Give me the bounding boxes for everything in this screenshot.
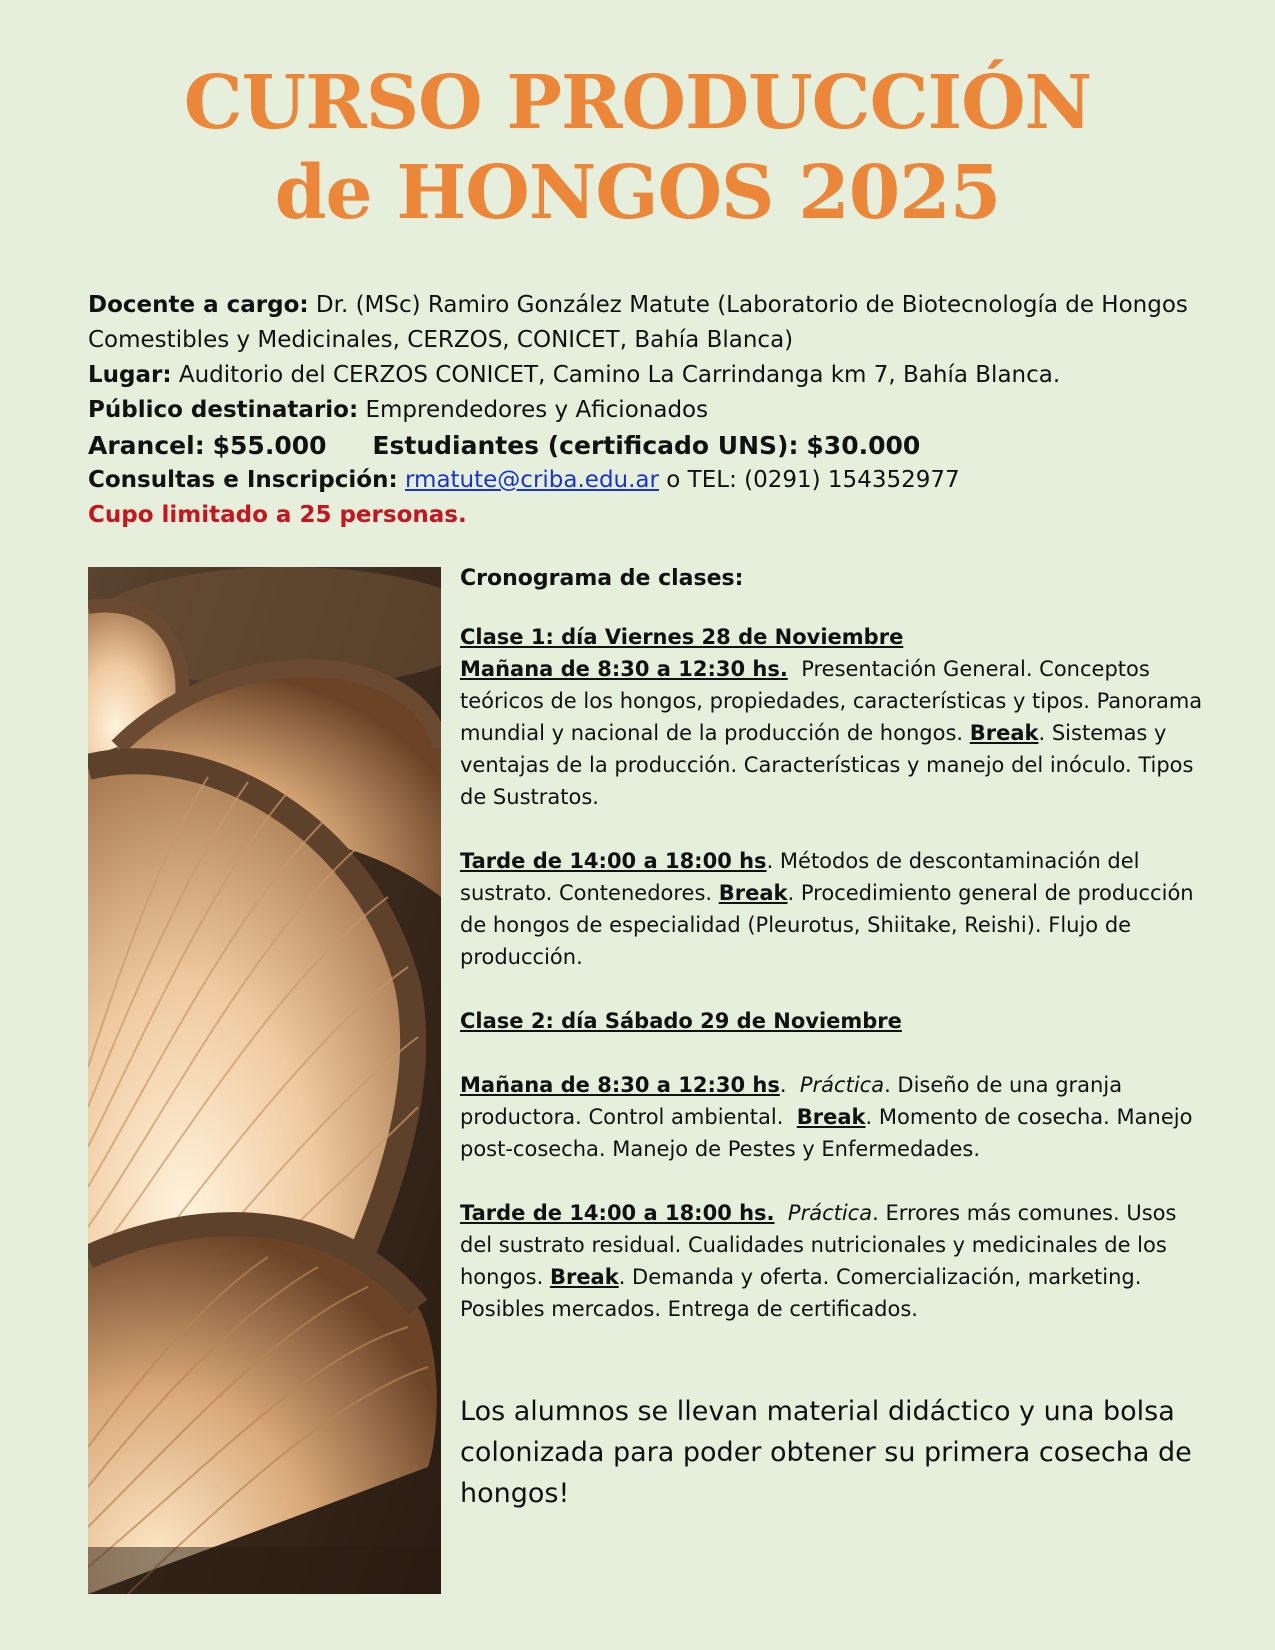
clase2-tarde-label: Tarde de 14:00 a 18:00 hs. <box>460 1201 775 1225</box>
closing-note: Los alumnos se llevan material didáctico y una bolsa colonizada para poder obtener su primera cosecha de hongos! <box>460 1396 1192 1509</box>
clase2-tarde-text-b: . Demanda y oferta. Comercialización, marketing. Posibles mercados. Entrega de certificados. <box>460 1265 1142 1321</box>
clase2-manana-text-a: . Diseño de una granja productora. Control ambiental. <box>460 1073 1123 1129</box>
clase1-title: Clase 1: día Viernes 28 de Noviembre <box>460 625 904 649</box>
publico-row <box>88 393 1198 428</box>
clase1-manana-text-b: . Sistemas y ventajas de la producción. Características y manejo del inóculo. Tipos de Sustratos. <box>460 721 1194 809</box>
mushroom-photo <box>88 567 441 1594</box>
clase1-manana-text-a: Presentación General. Conceptos teóricos de los hongos, propiedades, características y tipos. Panorama mundial y nacional de la producción de hongos. <box>460 657 1203 745</box>
clase1-tarde-text-a: . Métodos de descontaminación del sustrato. Contenedores. <box>460 849 1140 905</box>
arancel-label: Arancel: <box>88 431 205 460</box>
consultas-label: Consultas e Inscripción: <box>88 467 398 493</box>
title-line-1: CURSO PRODUCCIÓN <box>183 60 1092 146</box>
clase2-manana-text-b: . Momento de cosecha. Manejo post-cosecha. Manejo de Pestes y Enfermedades. <box>460 1105 1193 1161</box>
clase1-manana <box>460 653 1215 813</box>
lugar-row <box>88 358 1198 393</box>
clase1-tarde <box>460 845 1215 973</box>
clase2-tarde-break: Break <box>549 1265 619 1289</box>
email-link[interactable]: rmatute@criba.edu.ar <box>404 467 659 493</box>
estudiantes-value: $30.000 <box>806 431 921 460</box>
lugar-label: Lugar: <box>88 362 172 388</box>
clase2-manana: Mañana de 8:30 a 12:30 hs. Práctica. Diseño de una granja productora. Control ambiental. Break. Momento de cosecha. Manejo post-cosecha. Manejo de Pestes y Enfermedades. <box>460 1073 1193 1161</box>
title-line-2: de HONGOS 2025 <box>274 150 1001 236</box>
clase1-tarde-label: Tarde de 14:00 a 18:00 hs <box>460 849 767 873</box>
docente-row-cont <box>88 323 1198 358</box>
arancel-value: $55.000 <box>212 431 327 460</box>
clase1-tarde-text-b: . Procedimiento general de producción de hongos de especialidad (Pleurotus, Shiitake, Reishi). Flujo de producción. <box>460 881 1194 969</box>
clase1-tarde-break: Break <box>718 881 788 905</box>
schedule-heading: Cronograma de clases: <box>460 566 744 591</box>
clase1-manana-label: Mañana de 8:30 a 12:30 hs. <box>460 657 788 681</box>
docente-value-line1: Dr. (MSc) Ramiro González Matute (Laboratorio de Biotecnología de Hongos <box>315 292 1188 318</box>
clase2-manana-italic: Práctica <box>799 1073 885 1097</box>
clase2-tarde <box>460 1197 1215 1325</box>
clase2-manana-label: Mañana de 8:30 a 12:30 hs <box>460 1073 780 1097</box>
estudiantes-label: Estudiantes (certificado UNS): <box>372 431 799 460</box>
clase2-tarde-italic: Práctica <box>787 1201 873 1225</box>
consultas-row <box>88 463 1198 498</box>
publico-label: Público destinatario: <box>88 397 359 423</box>
clase2-manana-break: Break <box>796 1105 866 1129</box>
docente-row <box>88 288 1198 323</box>
docente-value-line2: Comestibles y Medicinales, CERZOS, CONICET, Bahía Blanca) <box>88 327 794 353</box>
tel-text: o TEL: (0291) 154352977 <box>666 467 960 493</box>
publico-value: Emprendedores y Aficionados <box>365 397 709 423</box>
schedule <box>460 563 1215 1514</box>
clase2-tarde-text-a: . Errores más comunes. Usos del sustrato residual. Cualidades nutricionales y medicinales de los hongos. <box>460 1201 1177 1289</box>
course-info <box>88 288 1198 533</box>
arancel-row <box>88 428 1198 463</box>
page-title <box>0 58 1275 238</box>
cupo-notice: Cupo limitado a 25 personas. <box>88 502 467 528</box>
clase1-manana-break: Break <box>969 721 1039 745</box>
lugar-value: Auditorio del CERZOS CONICET, Camino La Carrindanga km 7, Bahía Blanca. <box>178 362 1061 388</box>
docente-label: Docente a cargo: <box>88 292 309 318</box>
clase2-title: Clase 2: día Sábado 29 de Noviembre <box>460 1009 902 1033</box>
